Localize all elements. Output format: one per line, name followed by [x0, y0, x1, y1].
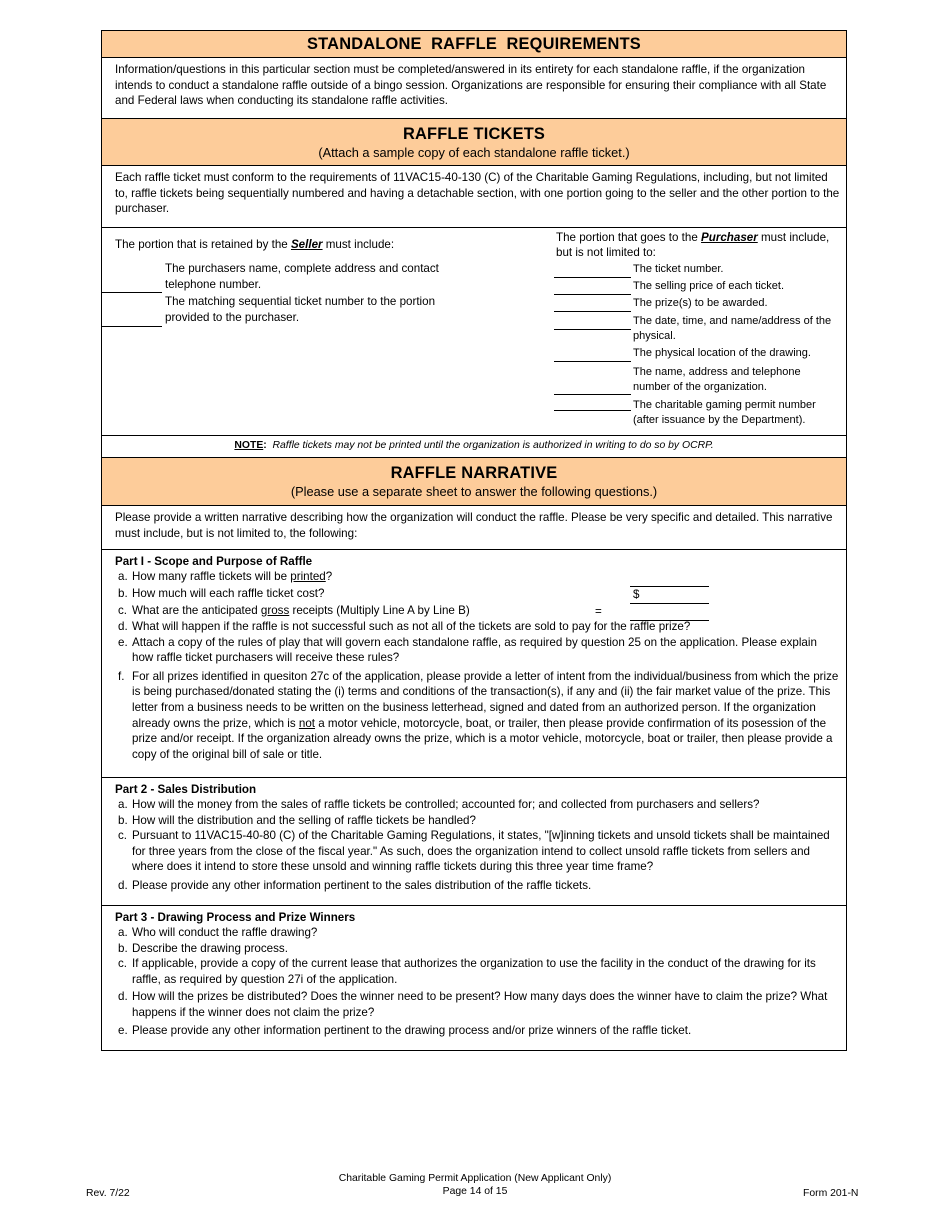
purchaser-blank-2[interactable]	[554, 279, 631, 295]
raffle-requirements-form	[101, 30, 847, 1051]
part3-item-e: e. Please provide any other information pertinent to the drawing process and/or prize winners of the raffle ticket.	[118, 1023, 692, 1037]
dollar-sign: $	[633, 588, 640, 601]
purchaser-item-7: The charitable gaming permit number (after issuance by the Department).	[633, 399, 816, 426]
standalone-intro: Information/questions in this particular section must be completed/answered in its entirety for each standalone raffle, if the organization intends to conduct a standalone raffle outside of a bingo session. Organizations are responsible for ensuring their compliance with all State and Federal laws when conducting its standalone raffle activities.	[102, 58, 846, 119]
narrative-header	[102, 458, 846, 506]
note-label: NOTE	[234, 440, 264, 451]
seller-blank-2[interactable]	[102, 295, 162, 327]
purchaser-item-6: The name, address and telephone number of the organization.	[633, 366, 801, 393]
purchaser-item-1: The ticket number.	[633, 263, 724, 275]
part2-item-c: c. Pursuant to 11VAC15-40-80 (C) of the Charitable Gaming Regulations, it states, "[w]inning tickets and unsold tickets shall be maintained for three years from the close of the fiscal year." As such, does the organization intend to collect unsold raffle tickets from sellers and where does it intend to store these unsold and winning raffle tickets during this three year time frame?	[118, 829, 830, 874]
part3-item-d: d. How will the prizes be distributed? Does the winner need to be present? How many days does the winner have to claim the prize? What happens if the winner does not claim the prize?	[118, 990, 828, 1019]
purchaser-item-3: The prize(s) to be awarded.	[633, 297, 768, 309]
purchaser-blank-3[interactable]	[554, 296, 631, 312]
purchaser-item-4: The date, time, and name/address of the physical.	[633, 315, 832, 342]
equals-sign: =	[595, 605, 602, 618]
tickets-subtitle: (Attach a sample copy of each standalone raffle ticket.)	[318, 145, 630, 160]
part3-section	[102, 906, 846, 1050]
purchaser-blank-1[interactable]	[554, 262, 631, 278]
part1-item-d: d. What will happen if the raffle is not successful such as not all of the tickets are sold to pay for the raffle prize?	[118, 620, 691, 633]
part1-title: Part I - Scope and Purpose of Raffle	[115, 555, 313, 568]
tickets-title: RAFFLE TICKETS	[402, 125, 546, 143]
part1-item-a: a. How many raffle tickets will be printed?	[118, 570, 333, 583]
part1-item-b: b. How much will each raffle ticket cost?	[118, 586, 325, 600]
part2-item-b: b. How will the distribution and the selling of raffle tickets be handled?	[118, 813, 476, 827]
seller-item-1: The purchasers name, complete address and contact telephone number.	[165, 262, 439, 291]
part3-title: Part 3 - Drawing Process and Prize Winners	[115, 911, 356, 924]
standalone-title: STANDALONE RAFFLE REQUIREMENTS	[307, 35, 641, 53]
note-row: NOTE: Raffle tickets may not be printed until the organization is authorized in writing to do so by OCRP.	[102, 436, 846, 458]
standalone-header	[102, 31, 846, 58]
answer-line-c[interactable]	[630, 604, 709, 621]
note-text: Raffle tickets may not be printed until the organization is authorized in writing to do so by OCRP.	[272, 440, 714, 451]
purchaser-blank-5[interactable]	[554, 346, 631, 362]
narrative-intro: Please provide a written narrative describing how the organization will conduct the raffle. Please be very specific and detailed. This narrative must include, but is not limited to, the following:	[102, 506, 846, 550]
purchaser-heading: The portion that goes to the Purchaser must include, but is not limited to:	[556, 231, 830, 259]
narrative-title: RAFFLE NARRATIVE	[390, 464, 558, 482]
purchaser-item-2: The selling price of each ticket.	[633, 280, 785, 292]
part3-item-c: c. If applicable, provide a copy of the current lease that authorizes the organization to use the facility in the conduct of the drawing for its raffle, as required by question 27i of the application.	[118, 957, 816, 986]
purchaser-blank-6[interactable]	[554, 378, 631, 395]
narrative-subtitle: (Please use a separate sheet to answer the following questions.)	[290, 484, 658, 499]
part1-item-f: f. For all prizes identified in quesiton 27c of the application, please provide a letter of intent from the individual/business from which the prize is being purchased/donated stating the (i) terms and conditions of the transaction(s), if any and (ii) the fair market value of the prize. This letter from a business needs to be written on the business letterhead, signed and dated from an authorized person. If the organization already owns the prize, which is not a motor vehicle, motorcycle, boat, or trailer, then please provide confirmation of its posession of the prize and/or receipt. If the organization already owns the prize, which is a motor vehicle, motorcycle, boat or trailer, then please provide a copy of the original bill of sale or title.	[118, 669, 839, 761]
ticket-portions	[102, 228, 846, 436]
purchaser-blank-7[interactable]	[554, 394, 631, 411]
part2-title: Part 2 - Sales Distribution	[115, 783, 257, 796]
footer-rev: Rev. 7/22	[86, 1188, 130, 1199]
tickets-intro: Each raffle ticket must conform to the requirements of 11VAC15-40-130 (C) of the Charitable Gaming Regulations, including, but not limited to, raffle tickets being sequentially numbered and having a detachable section, with one portion going to the seller and the other portion to the purchaser.	[102, 166, 846, 228]
footer-page-number: Page 14 of 15	[442, 1186, 508, 1197]
seller-heading: The portion that is retained by the Seller must include:	[115, 238, 395, 251]
footer-center	[275, 1172, 675, 1198]
seller-blank-1[interactable]	[102, 261, 162, 293]
part2-item-d: d. Please provide any other information pertinent to the sales distribution of the raffle tickets.	[118, 878, 592, 892]
purchaser-item-5: The physical location of the drawing.	[633, 347, 811, 359]
answer-line-b[interactable]	[630, 587, 709, 604]
purchaser-blank-4[interactable]	[554, 315, 631, 330]
part2-item-a: a. How will the money from the sales of raffle tickets be controlled; accounted for; and collected from purchasers and sellers?	[118, 798, 760, 811]
answer-line-a[interactable]	[630, 570, 709, 587]
footer-form-number: Form 201-N	[803, 1188, 859, 1199]
part1-item-e: e. Attach a copy of the rules of play that will govern each standalone raffle, as required by question 25 on the application. Please explain how raffle ticket purchasers will receive these rules?	[118, 635, 817, 665]
part2-section	[102, 778, 846, 906]
part3-item-a: a. Who will conduct the raffle drawing?	[118, 926, 318, 939]
part3-item-b: b. Describe the drawing process.	[118, 941, 288, 955]
footer-doc-title: Charitable Gaming Permit Application (New Applicant Only)	[338, 1173, 612, 1184]
tickets-header	[102, 119, 846, 166]
seller-item-2: The matching sequential ticket number to the portion provided to the purchaser.	[165, 295, 436, 324]
part1-section	[102, 550, 846, 778]
part1-item-c: c. What are the anticipated gross receipts (Multiply Line A by Line B)	[118, 604, 470, 617]
